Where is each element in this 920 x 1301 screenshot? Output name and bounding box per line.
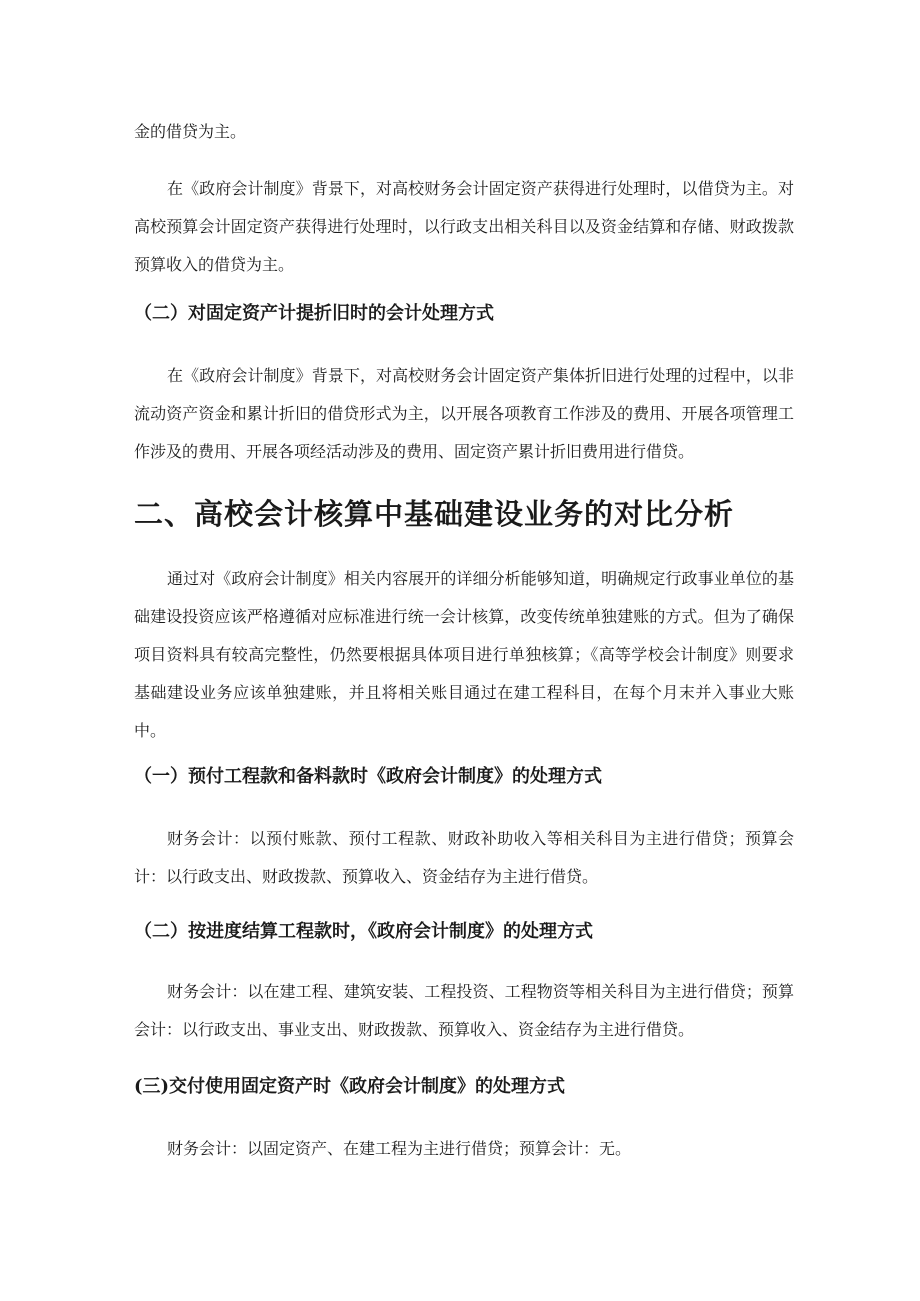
section-heading-asset-delivery: (三)交付使用固定资产时《政府会计制度》的处理方式 <box>134 1076 566 1097</box>
paragraph-progress-settlement: 财务会计：以在建工程、建筑安装、工程投资、工程物资等相关科目为主进行借贷；预算会计：以行政支出、事业支出、财政拨款、预算收入、资金结存为主进行借贷。 <box>134 982 794 1039</box>
paragraph-continuation: 金的借贷为主。 <box>134 122 247 141</box>
section-heading-progress-settlement: （二）按进度结算工程款时，《政府会计制度》的处理方式 <box>134 921 593 942</box>
section-heading-prepayment: （一）预付工程款和备料款时《政府会计制度》的处理方式 <box>134 766 602 787</box>
paragraph-prepayment: 财务会计：以预付账款、预付工程款、财政补助收入等相关科目为主进行借贷；预算会计：以行政支出、财政拨款、预算收入、资金结存为主进行借贷。 <box>134 829 794 886</box>
paragraph-infrastructure-analysis: 通过对《政府会计制度》相关内容展开的详细分析能够知道，明确规定行政事业单位的基础建设投资应该严格遵循对应标准进行统一会计核算，改变传统单独建账的方式。但为了确保项目资料具有较高完整性，仍然要根据具体项目进行单独核算；《高等学校会计制度》则要求基础建设业务应该单独建账，并且将相关账目通过在建工程科目，在每个月末并入事业大账中。 <box>134 569 794 740</box>
paragraph-asset-delivery: 财务会计：以固定资产、在建工程为主进行借贷；预算会计：无。 <box>167 1139 632 1158</box>
paragraph-fixed-asset-acquisition: 在《政府会计制度》背景下，对高校财务会计固定资产获得进行处理时，以借贷为主。对高校预算会计固定资产获得进行处理时，以行政支出相关科目以及资金结算和存储、财政拨款预算收入的借贷为主。 <box>134 179 794 274</box>
paragraph-depreciation: 在《政府会计制度》背景下，对高校财务会计固定资产集体折旧进行处理的过程中，以非流动资产资金和累计折旧的借贷形式为主，以开展各项教育工作涉及的费用、开展各项管理工作涉及的费用、开展各项经活动涉及的费用、固定资产累计折旧费用进行借贷。 <box>134 366 794 461</box>
section-heading-depreciation: （二）对固定资产计提折旧时的会计处理方式 <box>134 303 494 324</box>
chapter-heading-infrastructure: 二、高校会计核算中基础建设业务的对比分析 <box>134 497 735 531</box>
